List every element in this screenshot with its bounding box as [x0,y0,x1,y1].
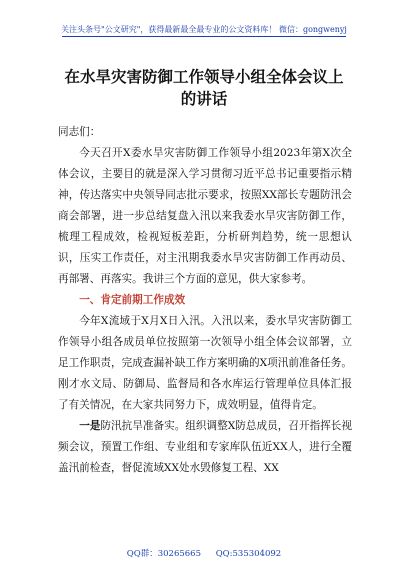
document-title [40,66,368,110]
point-1-lead: 一是 [79,420,101,432]
point-1-paragraph [58,416,352,479]
header-notice: 关注头条号"公文研究"，获得最新最全最专业的公文资料库！ 微信：gongwenyj [61,25,347,34]
section-1-paragraph: 今年X流域于X月X日入汛。入汛以来，委水旱灾害防御工作领导小组各成员单位按照第一次领导小组全体会议部署，立足工作职责，完成查漏补缺工作方案明确的X项汛前准备任务。刚才水文局、防御局、监督局和各水库运行管理单位具体汇报了有关情况，在大家共同努力下，成效明显，值得肯定。 [58,315,352,411]
title-line-2: 的讲话 [180,90,228,108]
section-1-heading: 一、肯定前期工作成效 [79,294,186,306]
page-header [0,0,408,40]
salutation: 同志们： [58,126,101,138]
point-1-text: 防汛抗旱准备实。组织调整X防总成员，召开指挥长视频会议，预置工作组、专业组和专家库队伍近XX人，进行全覆盖汛前检查，督促流域XX处水毁修复工程、XX [58,420,353,474]
document-body [58,122,352,479]
header-divider [62,36,346,37]
intro-paragraph: 今天召开X委水旱灾害防御工作领导小组2023年第X次全体会议，主要目的就是深入学习贯彻习近平总书记重要指示精神，传达落实中央领导同志批示要求，按照XX部长专题防汛会商会部署，进一步总结复盘入汛以来我委水旱灾害防御工作，梳理工程成效，检视短板差距，分析研判趋势，统一思想认识，压实工作责任，对主汛期我委水旱灾害防御工作再动员、再部署、再落实。我讲三个方面的意见，供大家参考。 [58,147,352,285]
page-footer [0,547,408,559]
title-line-1: 在水旱灾害防御工作领导小组全体会议上 [64,68,344,86]
footer-qq-group: QQ群：30265665 [126,549,201,559]
footer-qq: QQ:535304092 [215,549,282,559]
